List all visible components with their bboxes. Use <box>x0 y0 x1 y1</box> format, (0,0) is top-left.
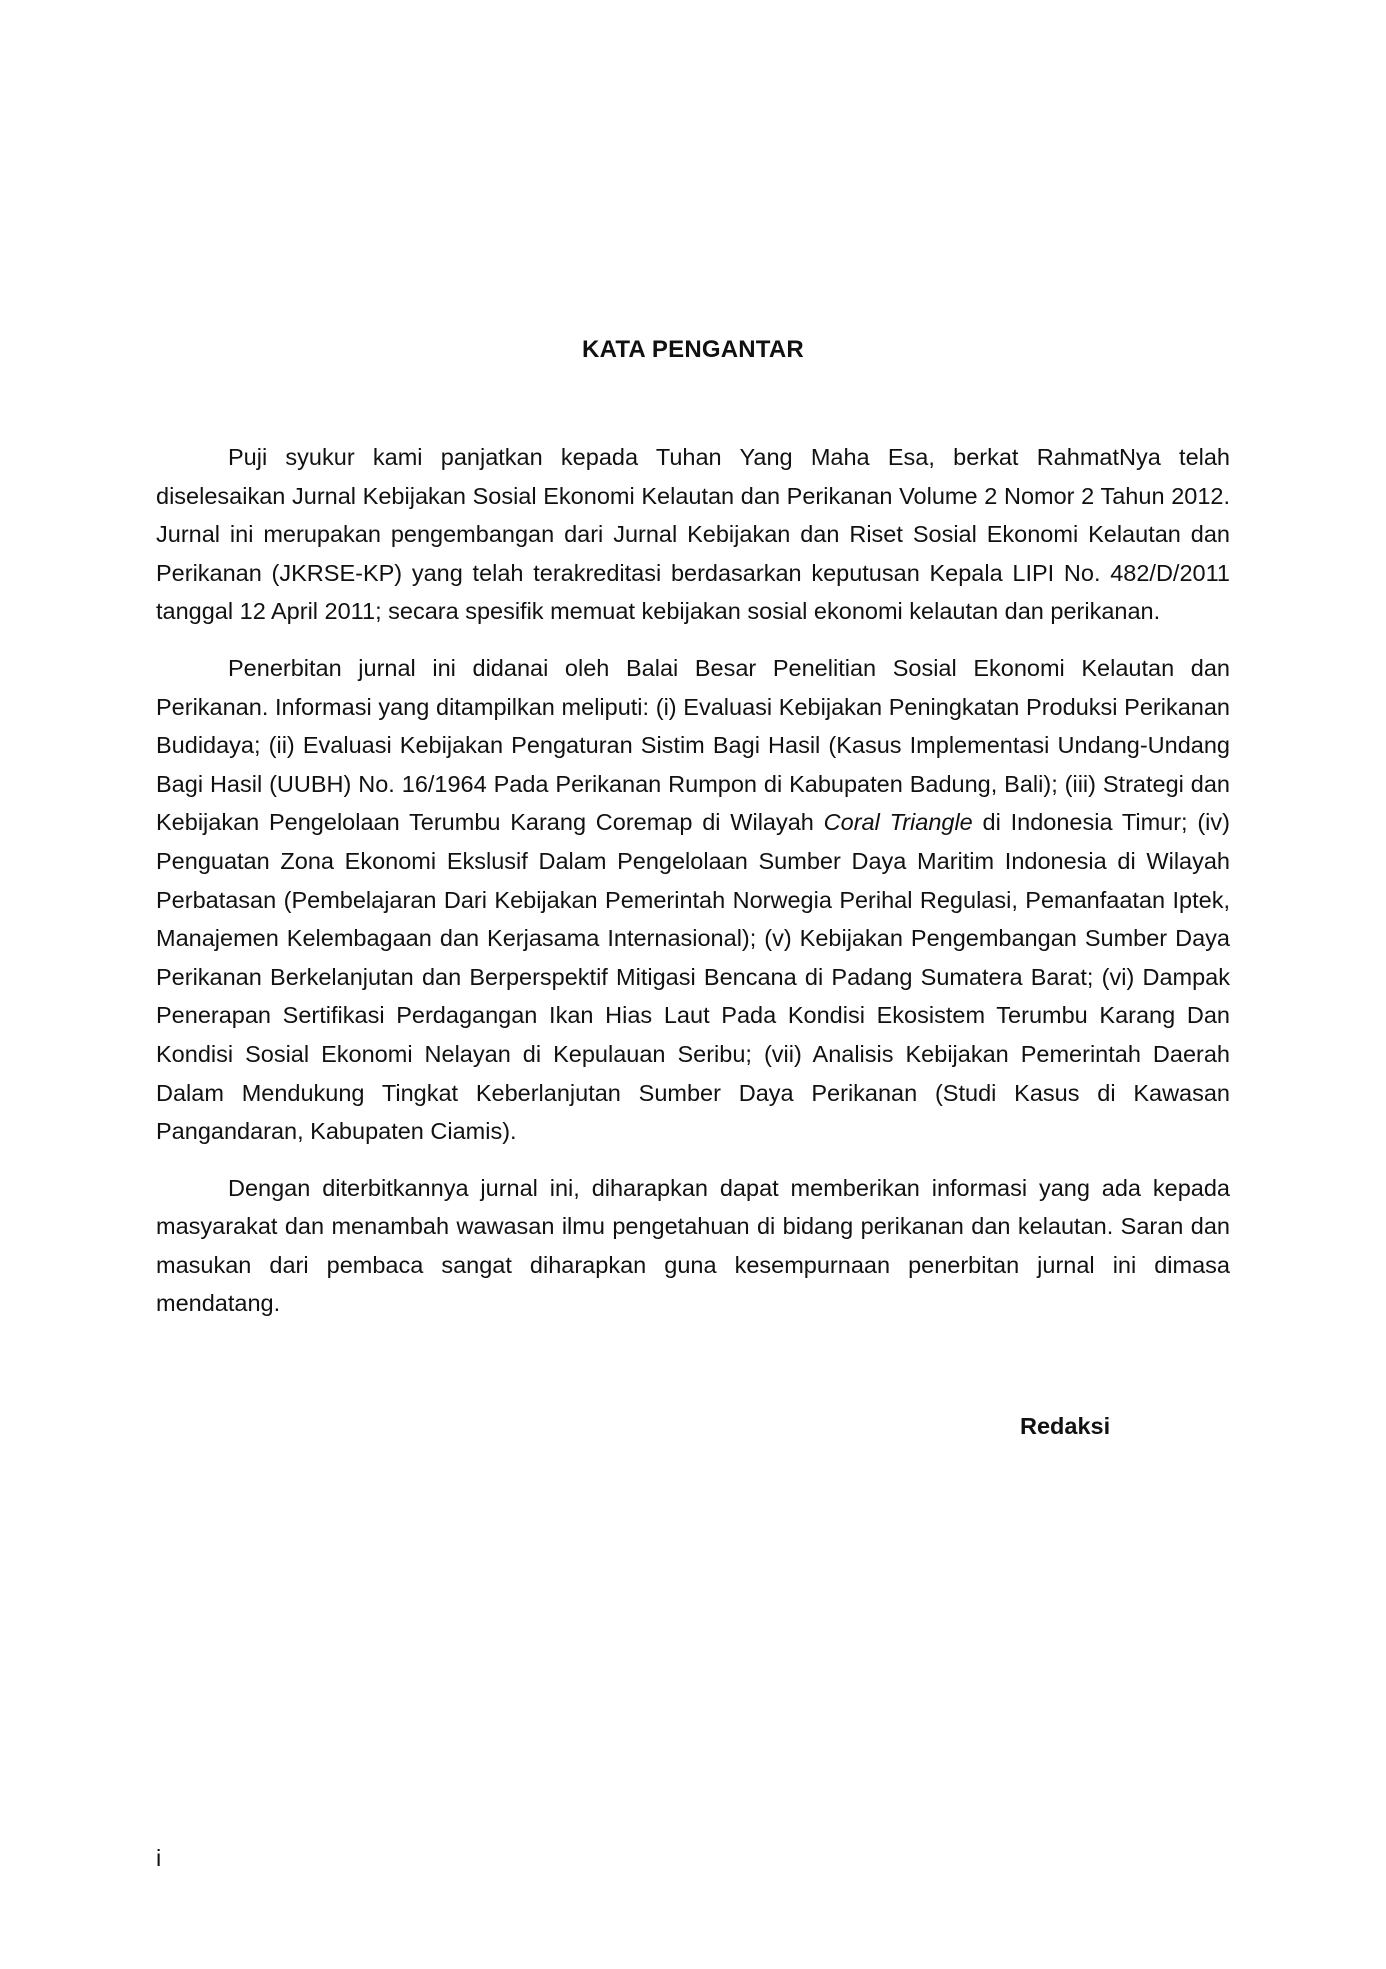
paragraph-3: Dengan diterbitkannya jurnal ini, diharapkan dapat memberikan informasi yang ada kepada masyarakat dan menambah wawasan ilmu pengetahuan di bidang perikanan dan kelautan. Saran dan masukan dari pembaca sangat diharapkan guna kesempurnaan penerbitan jurnal ini dimasa mendatang. <box>156 1174 1230 1317</box>
page-title: KATA PENGANTAR <box>582 336 804 363</box>
page-number: i <box>156 1845 162 1871</box>
paragraph-1: Puji syukur kami panjatkan kepada Tuhan Yang Maha Esa, berkat RahmatNya telah diselesaikan Jurnal Kebijakan Sosial Ekonomi Kelautan dan Perikanan Volume 2 Nomor 2 Tahun 2012. Jurnal ini merupakan pengembangan dari Jurnal Kebijakan dan Riset Sosial Ekonomi Kelautan dan Perikanan (JKRSE-KP) yang telah terakreditasi berdasarkan keputusan Kepala LIPI No. 482/D/2011 tanggal 12 April 2011; secara spesifik memuat kebijakan sosial ekonomi kelautan dan perikanan. <box>156 444 1230 625</box>
paragraph-2 <box>156 649 1230 1151</box>
paragraph-2-text-end: di Indonesia Timur; (iv) Penguatan Zona Ekonomi Ekslusif Dalam Pengelolaan Sumber Daya Maritim Indonesia di Wilayah Perbatasan (Pembelajaran Dari Kebijakan Pemerintah Norwegia Perihal Regulasi, Pemanfaatan Iptek, Manajemen Kelembagaan dan Kerjasama Internasional); (v) Kebijakan Pengembangan Sumber Daya Perikanan Berkelanjutan dan Berperspektif Mitigasi Bencana di Padang Sumatera Barat; (vi) Dampak Penerapan Sertifikasi Perdagangan Ikan Hias Laut Pada Kondisi Ekosistem Terumbu Karang Dan Kondisi Sosial Ekonomi Nelayan di Kepulauan Seribu; (vii) Analisis Kebijakan Pemerintah Daerah Dalam Mendukung Tingkat Keberlanjutan Sumber Daya Perikanan (Studi Kasus di Kawasan Pangandaran, Kabupaten Ciamis). <box>156 809 1230 1145</box>
paragraph-2-text-start: Penerbitan jurnal ini didanai oleh Balai Besar Penelitian Sosial Ekonomi Kelautan dan Perikanan. Informasi yang ditampilkan meliputi: (i) Evaluasi Kebijakan Peningkatan Produksi Perikanan Budidaya; (ii) Evaluasi Kebijakan Pengaturan Sistim Bagi Hasil (Kasus Implementasi Undang-Undang Bagi Hasil (UUBH) No. 16/1964 Pada Perikanan Rumpon di Kabupaten Badung, Bali); (iii) Strategi dan Kebijakan Pengelolaan Terumbu Karang Coremap di Wilayah <box>156 654 1230 836</box>
signature: Redaksi <box>1020 1413 1111 1439</box>
paragraph-2-italic-term: Coral Triangle <box>823 809 973 836</box>
body-text <box>156 438 1230 1341</box>
